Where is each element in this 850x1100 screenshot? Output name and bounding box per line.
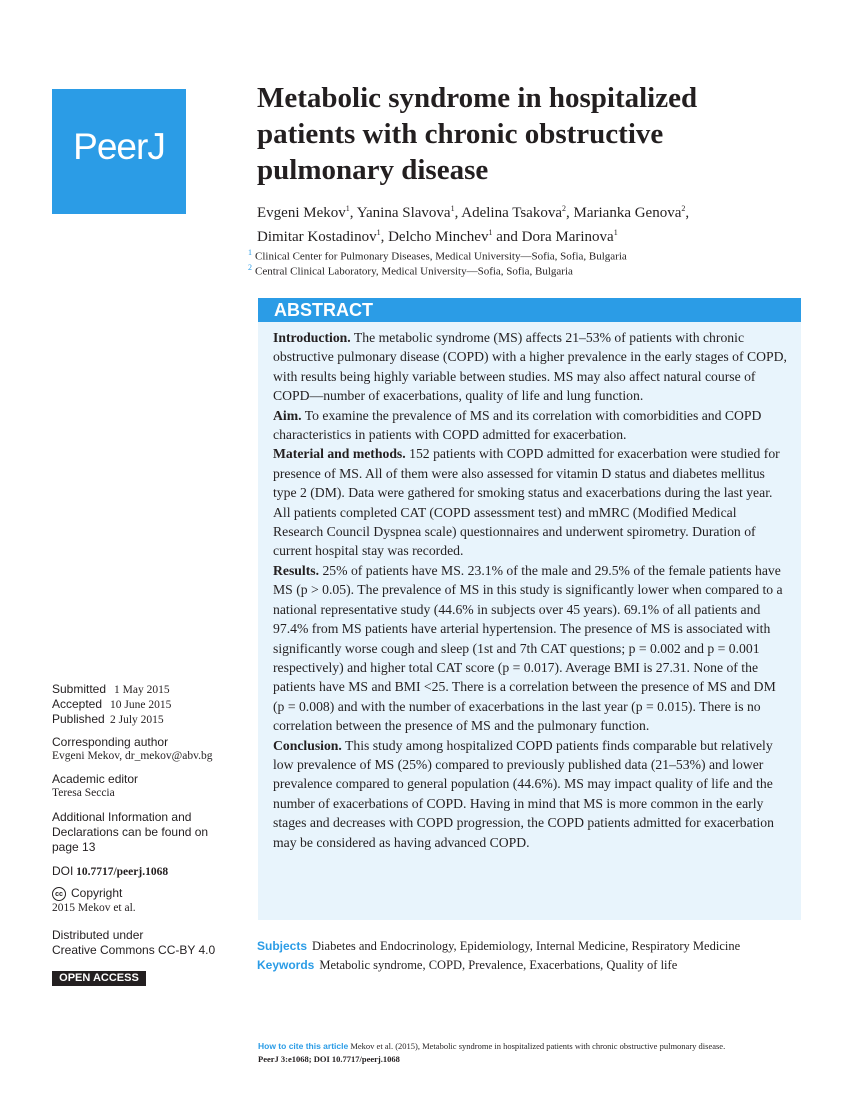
- article-dates: Submitted 1 May 2015 Accepted 10 June 2015 Published 2 July 2015: [52, 682, 172, 726]
- peerj-logo-text: PeerJ: [73, 126, 165, 167]
- doi: DOI 10.7717/peerj.1068: [52, 864, 169, 878]
- affiliation: $^1$ Clinical Center for Pulmonary Diseases, Medical University—Sofia, Sofia, Bulgaria: [248, 248, 627, 263]
- abstract-body: [258, 322, 801, 852]
- doi-link[interactable]: 10.7717/peerj.1068: [76, 866, 169, 878]
- abstract-introduction: Introduction. The metabolic syndrome (MS) affects 21–53% of patients with chronic obstructive pulmonary disease (COPD) with a higher prevalence in the early stages of COPD, with results being highly variable between studies. MS may also affect natural course of COPD—number of exacerbations, quality of life and lung function.: [273, 330, 787, 404]
- abstract-conclusion: Conclusion. This study among hospitalized COPD patients finds comparable but relatively low prevalence of MS (25%) compared to previously published data (21–53%) and lower prevalence compared to general population (44.6%). MS may impact quality of life and the number of exacerbations of COPD. Having in mind that MS is more common in the early stages and decreases with COPD progression, the COPD patients admitted for exacerbation may be considered as having advanced COPD.: [273, 737, 774, 850]
- creative-commons-icon: cc: [52, 887, 66, 901]
- citation-footer: How to cite this article Mekov et al. (2015), Metabolic syndrome in hospitalized patients with chronic obstructive pulmonary disease. PeerJ 3:e1068; DOI 10.7717/peerj.1068: [258, 1041, 726, 1064]
- abstract-results: Results. 25% of patients have MS. 23.1% of the male and 29.5% of the female patients have MS (p > 0.05). The prevalence of MS in this study is significantly lower when compared to a national representative study (44.6% in subjects over 45 years). 69.1% of all patients and 97.4% from MS patients have arterial hypertension. The presence of MS is associated with significantly worse cough and sleep (1st and 7th CAT questions; p = 0.002 and p = 0.001 respectively) and higher total CAT score (p = 0.017). Average BMI is 27.31. None of the patients have MS and BMI <25. There is a correlation between the presence of MS and DM (p = 0.008) and with the number of exacerbations in the last year (p = 0.015). There is no correlation between the presence of MS and the pulmonary function.: [273, 562, 783, 734]
- corresponding-author: Corresponding author Evgeni Mekov, dr_mekov@abv.bg: [52, 735, 242, 763]
- author[interactable]: Evgeni Mekov$^1$: [257, 204, 350, 221]
- open-access-badge: OPEN ACCESS: [52, 971, 146, 986]
- affiliation: $^2$ Central Clinical Laboratory, Medical University—Sofia, Sofia, Bulgaria: [248, 263, 573, 278]
- academic-editor: Academic editor Teresa Seccia: [52, 772, 139, 799]
- author[interactable]: Yanina Slavova$^1$: [356, 204, 455, 221]
- license-link[interactable]: Creative Commons CC-BY 4.0: [52, 943, 216, 957]
- author[interactable]: Marianka Genova$^2$: [573, 204, 686, 221]
- subjects-label: Subjects: [257, 939, 308, 953]
- author-list: Evgeni Mekov$^1$, Yanina Slavova$^1$, Adelina Tsakova$^2$, Marianka Genova$^2$, Dimitar Kostadinov$^1$, Delcho Minchev$^1$ and Dora Marinova$^1$: [257, 204, 690, 245]
- abstract-aim: Aim. To examine the prevalence of MS and its correlation with comorbidities and COPD characteristics in patients with COPD admitted for exacerbation.: [273, 407, 762, 443]
- keywords: [257, 956, 817, 974]
- additional-information: Additional Information and Declarations can be found on page 13: [52, 810, 209, 854]
- subjects: [257, 937, 817, 955]
- author[interactable]: Delcho Minchev$^1$: [388, 228, 493, 245]
- keywords-text: Metabolic syndrome, COPD, Prevalence, Exacerbations, Quality of life: [319, 958, 678, 972]
- copyright: cc Copyright 2015 Mekov et al.: [52, 886, 136, 915]
- keywords-label: Keywords: [257, 958, 315, 972]
- article-title: Metabolic syndrome in hospitalized patients with chronic obstructive pulmonary disease: [257, 82, 698, 186]
- license: Distributed under Creative Commons CC-BY 4.0: [52, 928, 242, 958]
- abstract-box: [258, 298, 801, 920]
- peerj-logo: [52, 89, 186, 214]
- corresponding-email[interactable]: Evgeni Mekov, dr_mekov@abv.bg: [52, 750, 213, 762]
- author[interactable]: Dora Marinova$^1$: [521, 228, 618, 245]
- author[interactable]: Adelina Tsakova$^2$: [461, 204, 566, 221]
- abstract-methods: Material and methods. 152 patients with COPD admitted for exacerbation were studied for presence of MS. All of them were also assessed for vitamin D status and diabetes mellitus type 2 (DM). Data were gathered for smoking status and exacerbations during the last year. All patients completed CAT (COPD assessment test) and mMRC (Modified Medical Research Council Dyspnea scale) questionnaires and underwent spirometry. Duration of current hospital stay was recorded.: [273, 446, 780, 559]
- author[interactable]: Dimitar Kostadinov$^1$: [257, 228, 381, 245]
- subjects-text[interactable]: Diabetes and Endocrinology, Epidemiology, Internal Medicine, Respiratory Medicine: [312, 939, 741, 953]
- abstract-heading: ABSTRACT: [258, 298, 801, 322]
